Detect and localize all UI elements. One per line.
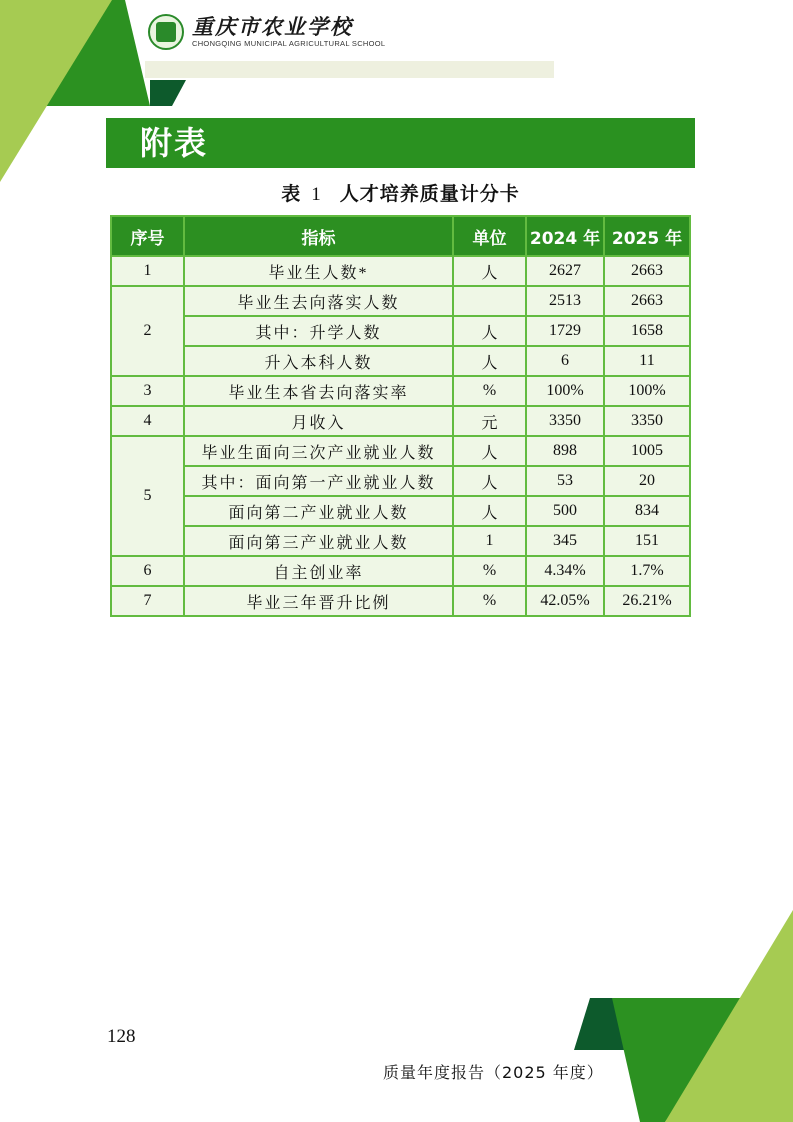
header-cell: 指标 (184, 216, 453, 256)
table-title-prefix: 表 (281, 183, 302, 205)
page-number: 128 (107, 1026, 136, 1047)
value-2025-cell: 1658 (604, 316, 690, 346)
row-number: 3 (111, 376, 184, 406)
unit-cell: 人 (453, 466, 526, 496)
value-2024-cell: 100% (526, 376, 604, 406)
row-number: 2 (111, 286, 184, 376)
indicator-cell: 毕业生面向三次产业就业人数 (184, 436, 453, 466)
row-number: 4 (111, 406, 184, 436)
value-2025-cell: 100% (604, 376, 690, 406)
indicator-cell: 其中：面向第一产业就业人数 (184, 466, 453, 496)
table-row (111, 286, 690, 316)
value-2025-cell: 2663 (604, 286, 690, 316)
indicator-cell: 面向第三产业就业人数 (184, 526, 453, 556)
scorecard-table (110, 215, 691, 617)
value-2024-cell: 2513 (526, 286, 604, 316)
value-2025-cell: 1005 (604, 436, 690, 466)
table-row (111, 406, 690, 436)
table-title (106, 179, 695, 206)
value-2024-cell: 2627 (526, 256, 604, 286)
table-row (111, 256, 690, 286)
value-2024-cell: 4.34% (526, 556, 604, 586)
report-title: 质量年度报告（2025 年度） (383, 1063, 604, 1082)
indicator-cell: 面向第二产业就业人数 (184, 496, 453, 526)
row-number: 5 (111, 436, 184, 556)
section-title: 附表 (106, 118, 695, 168)
table-row (111, 526, 690, 556)
header-cell: 2024 年 (526, 216, 604, 256)
indicator-cell: 升入本科人数 (184, 346, 453, 376)
header-cell: 序号 (111, 216, 184, 256)
table-row (111, 586, 690, 616)
unit-cell: 人 (453, 346, 526, 376)
school-logo (148, 14, 385, 50)
unit-cell: 人 (453, 256, 526, 286)
indicator-cell: 毕业生人数* (184, 256, 453, 286)
value-2025-cell: 151 (604, 526, 690, 556)
row-number: 7 (111, 586, 184, 616)
table-title-number: 1 (311, 184, 322, 205)
indicator-cell: 月收入 (184, 406, 453, 436)
unit-cell: 元 (453, 406, 526, 436)
unit-cell: % (453, 556, 526, 586)
value-2025-cell: 26.21% (604, 586, 690, 616)
table-row (111, 556, 690, 586)
table-row (111, 436, 690, 466)
table-row (111, 466, 690, 496)
value-2025-cell: 3350 (604, 406, 690, 436)
indicator-cell: 自主创业率 (184, 556, 453, 586)
school-name-en: CHONGQING MUNICIPAL AGRICULTURAL SCHOOL (192, 39, 386, 48)
unit-cell: 人 (453, 316, 526, 346)
value-2024-cell: 500 (526, 496, 604, 526)
table-row (111, 376, 690, 406)
school-name-cn: 重庆市农业学校 (192, 14, 353, 39)
table-row (111, 346, 690, 376)
table-row (111, 316, 690, 346)
value-2024-cell: 6 (526, 346, 604, 376)
unit-cell: 人 (453, 496, 526, 526)
value-2025-cell: 834 (604, 496, 690, 526)
table-header-row (111, 216, 690, 256)
indicator-cell: 毕业生去向落实人数 (184, 286, 453, 316)
table-title-text: 人才培养质量计分卡 (339, 183, 520, 205)
indicator-cell: 毕业三年晋升比例 (184, 586, 453, 616)
indicator-cell: 其中：升学人数 (184, 316, 453, 346)
unit-cell: % (453, 586, 526, 616)
value-2024-cell: 345 (526, 526, 604, 556)
top-left-dark-shape (150, 80, 186, 106)
table-row (111, 496, 690, 526)
unit-cell: % (453, 376, 526, 406)
value-2024-cell: 3350 (526, 406, 604, 436)
value-2025-cell: 1.7% (604, 556, 690, 586)
value-2025-cell: 20 (604, 466, 690, 496)
value-2024-cell: 53 (526, 466, 604, 496)
school-emblem-icon (148, 14, 184, 50)
value-2025-cell: 11 (604, 346, 690, 376)
unit-cell: 人 (453, 436, 526, 466)
value-2024-cell: 898 (526, 436, 604, 466)
header-bar (145, 61, 554, 78)
row-number: 6 (111, 556, 184, 586)
indicator-cell: 毕业生本省去向落实率 (184, 376, 453, 406)
row-number: 1 (111, 256, 184, 286)
value-2025-cell: 2663 (604, 256, 690, 286)
value-2024-cell: 42.05% (526, 586, 604, 616)
header-cell: 单位 (453, 216, 526, 256)
value-2024-cell: 1729 (526, 316, 604, 346)
unit-cell: 1 (453, 526, 526, 556)
unit-cell (453, 286, 526, 316)
header-cell: 2025 年 (604, 216, 690, 256)
